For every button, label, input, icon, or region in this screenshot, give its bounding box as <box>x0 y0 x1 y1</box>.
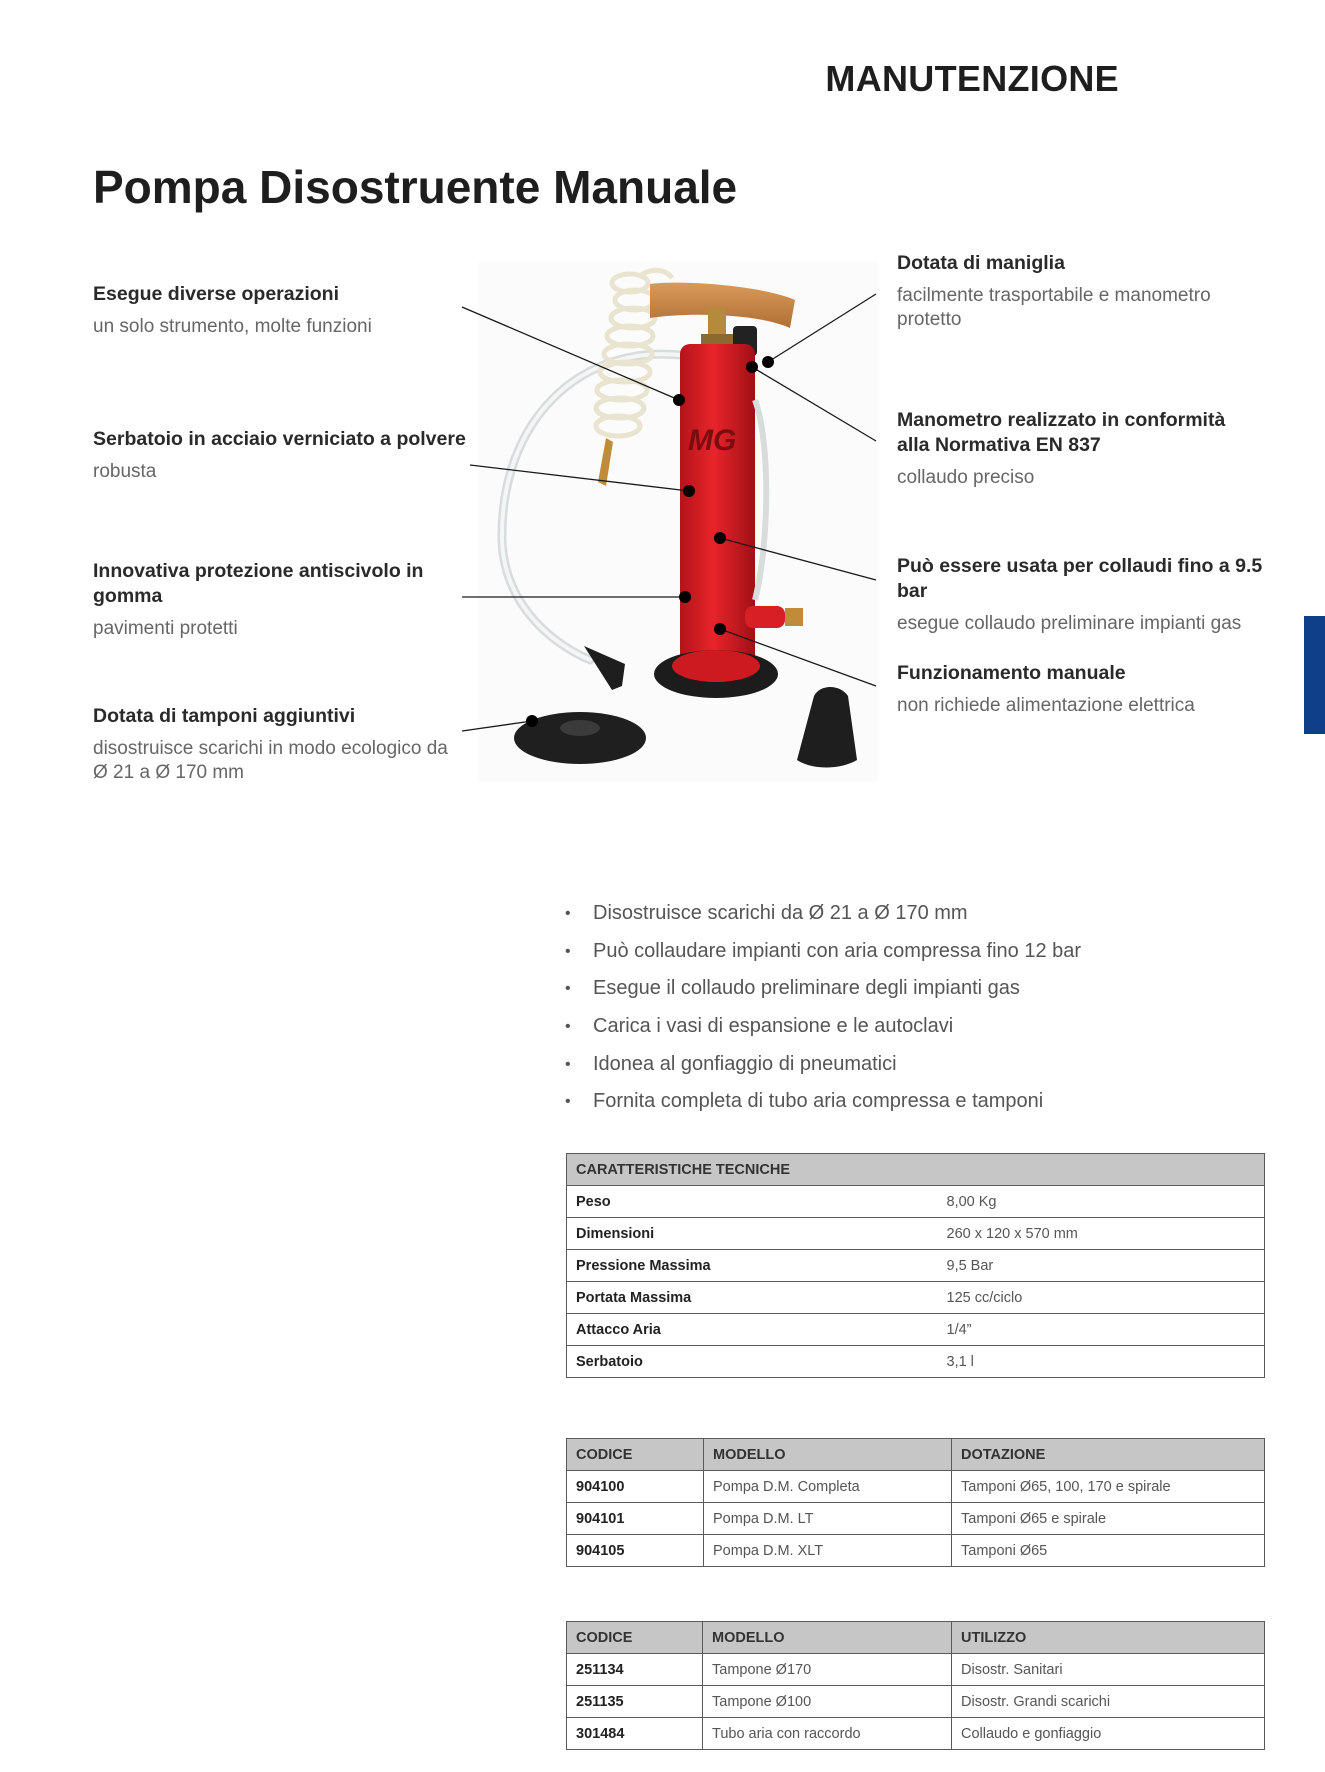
code-cell: 251135 <box>567 1686 703 1718</box>
column-header: MODELLO <box>703 1622 952 1654</box>
model-cell: Tampone Ø170 <box>703 1654 952 1686</box>
feature-title: Innovativa protezione antiscivolo in gomma <box>93 560 424 607</box>
feature-title: Funzionamento manuale <box>897 662 1126 684</box>
feature-title: Dotata di tamponi aggiuntivi <box>93 705 356 727</box>
table-row <box>567 1346 1265 1378</box>
equipment-cell: Tamponi Ø65, 100, 170 e spirale <box>952 1471 1265 1503</box>
column-header: CODICE <box>567 1622 703 1654</box>
table-row <box>567 1282 1265 1314</box>
spec-label: Serbatoio <box>567 1346 938 1378</box>
table-header-row <box>567 1154 1265 1186</box>
usage-cell: Disostr. Grandi scarichi <box>952 1686 1265 1718</box>
list-item: • Fornita completa di tubo aria compressa e tamponi <box>563 1083 1081 1121</box>
column-header: UTILIZZO <box>952 1622 1265 1654</box>
model-cell: Tampone Ø100 <box>703 1686 952 1718</box>
spec-value: 1/4” <box>938 1314 1265 1346</box>
spec-label: Attacco Aria <box>567 1314 938 1346</box>
table-row <box>567 1535 1265 1567</box>
equipment-cell: Tamponi Ø65 <box>952 1535 1265 1567</box>
brass-valve <box>785 608 803 626</box>
column-header: DOTAZIONE <box>952 1439 1265 1471</box>
feature-title: Serbatoio in acciaio verniciato a polvere <box>93 428 466 450</box>
spec-label: Dimensioni <box>567 1218 938 1250</box>
red-tank <box>680 344 755 666</box>
feature-title: Dotata di maniglia <box>897 252 1065 274</box>
model-cell: Tubo aria con raccordo <box>703 1718 952 1750</box>
feature-list <box>563 895 1081 1121</box>
feature-desc: disostruisce scarichi in modo ecologico da Ø 21 a Ø 170 mm <box>93 738 448 783</box>
feature-desc: esegue collaudo preliminare impianti gas <box>897 613 1242 634</box>
feature-title: Esegue diverse operazioni <box>93 283 340 305</box>
feature-title: Manometro realizzato in conformità alla Normativa EN 837 <box>897 409 1226 456</box>
side-valve <box>745 606 785 628</box>
column-header: CODICE <box>567 1439 704 1471</box>
accessories-table <box>566 1621 1265 1750</box>
model-cell: Pompa D.M. Completa <box>704 1471 952 1503</box>
spec-label: Peso <box>567 1186 938 1218</box>
usage-cell: Disostr. Sanitari <box>952 1654 1265 1686</box>
feature-desc: un solo strumento, molte funzioni <box>93 316 372 337</box>
spec-label: Portata Massima <box>567 1282 938 1314</box>
feature-desc: pavimenti protetti <box>93 618 238 639</box>
brand-logo: MG <box>688 424 737 457</box>
equipment-cell: Tamponi Ø65 e spirale <box>952 1503 1265 1535</box>
spec-value: 9,5 Bar <box>938 1250 1265 1282</box>
section-title: MANUTENZIONE <box>825 58 1119 99</box>
spec-value: 260 x 120 x 570 mm <box>938 1218 1265 1250</box>
list-item: • Esegue il collaudo preliminare degli impianti gas <box>563 970 1081 1008</box>
list-item: • Può collaudare impianti con aria compressa fino 12 bar <box>563 933 1081 971</box>
model-cell: Pompa D.M. XLT <box>704 1535 952 1567</box>
feature-title: Può essere usata per collaudi fino a 9.5 bar <box>897 555 1263 602</box>
table-row <box>567 1654 1265 1686</box>
spec-value: 125 cc/ciclo <box>938 1282 1265 1314</box>
feature-desc: facilmente trasportabile e manometro protetto <box>897 285 1211 330</box>
model-cell: Pompa D.M. LT <box>704 1503 952 1535</box>
feature-desc: non richiede alimentazione elettrica <box>897 695 1195 716</box>
tank-foot <box>672 650 760 682</box>
specs-table <box>566 1153 1265 1378</box>
code-cell: 904105 <box>567 1535 704 1567</box>
table-row <box>567 1314 1265 1346</box>
table-row <box>567 1686 1265 1718</box>
table-row <box>567 1250 1265 1282</box>
table-header: CARATTERISTICHE TECNICHE <box>567 1154 1265 1186</box>
code-cell: 251134 <box>567 1654 703 1686</box>
code-cell: 301484 <box>567 1718 703 1750</box>
spec-value: 3,1 l <box>938 1346 1265 1378</box>
page-title: Pompa Disostruente Manuale <box>93 161 738 213</box>
models-table <box>566 1438 1265 1567</box>
code-cell: 904100 <box>567 1471 704 1503</box>
table-row <box>567 1718 1265 1750</box>
column-header: MODELLO <box>704 1439 952 1471</box>
spec-value: 8,00 Kg <box>938 1186 1265 1218</box>
code-cell: 904101 <box>567 1503 704 1535</box>
table-row <box>567 1471 1265 1503</box>
product-illustration <box>0 0 1325 800</box>
feature-desc: robusta <box>93 461 157 482</box>
list-item: • Carica i vasi di espansione e le autoclavi <box>563 1008 1081 1046</box>
plug-170-hub <box>560 720 600 736</box>
spec-label: Pressione Massima <box>567 1250 938 1282</box>
table-row <box>567 1503 1265 1535</box>
usage-cell: Collaudo e gonfiaggio <box>952 1718 1265 1750</box>
table-row <box>567 1186 1265 1218</box>
list-item: • Disostruisce scarichi da Ø 21 a Ø 170 mm <box>563 895 1081 933</box>
feature-desc: collaudo preciso <box>897 467 1035 488</box>
table-header-row <box>567 1622 1265 1654</box>
table-header-row <box>567 1439 1265 1471</box>
list-item: • Idonea al gonfiaggio di pneumatici <box>563 1046 1081 1084</box>
table-row <box>567 1218 1265 1250</box>
